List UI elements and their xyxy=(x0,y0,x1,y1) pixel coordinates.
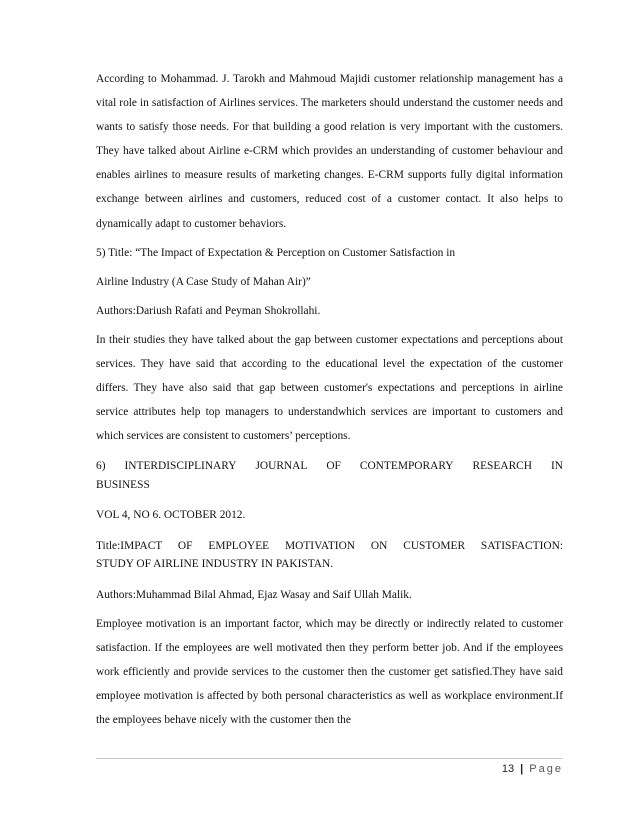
page-number: 13 xyxy=(501,763,515,775)
journal-6-line-1 xyxy=(96,457,563,476)
journal-6-line-2: BUSINESS xyxy=(96,478,150,491)
title-6-line-2: STUDY OF AIRLINE INDUSTRY IN PAKISTAN. xyxy=(96,558,334,570)
paragraph-tarokh-crm: According to Mohammad. J. Tarokh and Mahmoud Majidi customer relationship management has a vital role in satisfaction of Airlines services. The marketers should understand the customer needs and wants to satisfy those needs. For that building a good relation is very important with the customers. They have talked about Airline e-CRM which provides an understanding of customer behaviour and enables airlines to measure results of marketing changes. E-CRM supports fully digital information exchange between airlines and customers, reduced cost of a customer contact. It also helps to dynamically adapt to customer behaviors. xyxy=(96,73,563,230)
journal-6-word: OF xyxy=(326,460,341,473)
page-label: Page xyxy=(529,763,563,775)
volume-6: VOL 4, NO 6. OCTOBER 2012. xyxy=(96,509,246,522)
title-5-line-2: Airline Industry (A Case Study of Mahan Air)” xyxy=(96,275,311,288)
journal-6-heading xyxy=(96,457,563,494)
title-6-line-1: Title:IMPACT OF EMPLOYEE MOTIVATION ON CUSTOMER SATISFACTION: xyxy=(96,539,563,552)
journal-6-word: IN xyxy=(550,460,563,473)
page-footer xyxy=(96,763,563,775)
footer-separator: | xyxy=(520,763,524,775)
authors-6: Authors:Muhammad Bilal Ahmad, Ejaz Wasay and Saif Ullah Malik. xyxy=(96,588,412,601)
page-body xyxy=(96,67,563,732)
paragraph-employee-motivation: Employee motivation is an important factor, which may be directly or indirectly related to customer satisfaction. If the employees are well motivated then they perform better job. And if the employees work efficiently and provide services to the customer then the customer get satisfied.They have said employee motivation is affected by both personal characteristics as well as workplace environment.If the employees behave nicely with the customer then the xyxy=(96,617,563,726)
title-5-line-1: 5) Title: “The Impact of Expectation & Perception on Customer Satisfaction in xyxy=(96,246,456,259)
journal-6-word: 6) xyxy=(96,460,106,473)
paragraph-expectation-gap: In their studies they have talked about the gap between customer expectations and perceptions about services. They have said that according to the educational level the expectation of the customer differs. They have also said that gap between customer's expectations and perceptions in airline service attributes help top managers to understandwhich services are important to customers and which services are consistent to customers’ perceptions. xyxy=(96,333,563,443)
footer-divider xyxy=(96,758,563,759)
journal-6-word: INTERDISCIPLINARY xyxy=(124,460,237,473)
title-6 xyxy=(96,537,563,574)
authors-5: Authors:Dariush Rafati and Peyman Shokrollahi. xyxy=(96,304,321,317)
journal-6-word: JOURNAL xyxy=(255,460,308,473)
journal-6-word: RESEARCH xyxy=(472,460,532,473)
journal-6-word: CONTEMPORARY xyxy=(359,460,454,473)
